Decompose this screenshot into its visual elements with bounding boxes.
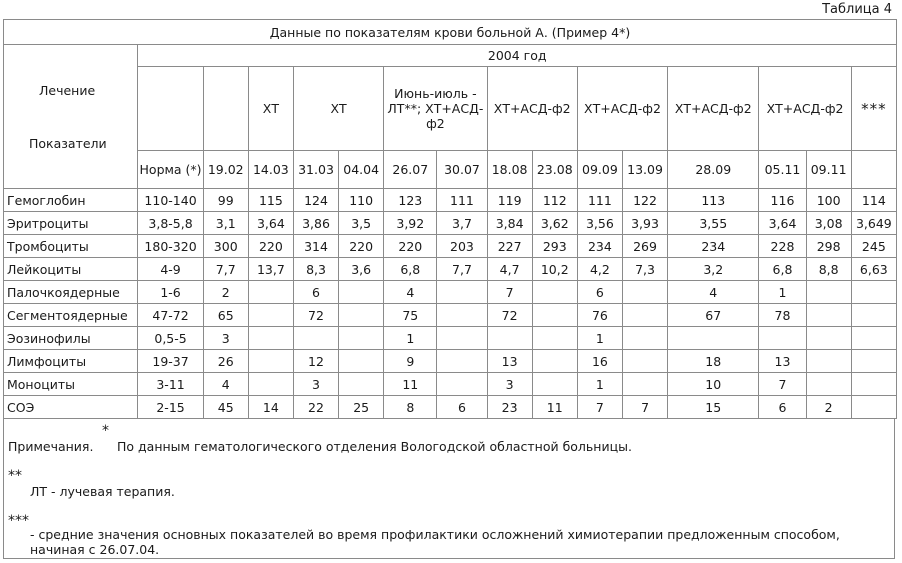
date-cell: 28.09 <box>668 151 759 189</box>
table-cell: 2-15 <box>138 396 203 419</box>
date-cell: 18.08 <box>487 151 532 189</box>
table-cell: 111 <box>437 189 487 212</box>
treatment-cell <box>203 67 248 151</box>
treatment-cell: ХТ <box>293 67 383 151</box>
table-cell: 234 <box>577 235 622 258</box>
table-cell: 114 <box>851 189 896 212</box>
date-cell: 09.11 <box>806 151 851 189</box>
table-cell: 1 <box>577 373 622 396</box>
table-cell: 6 <box>759 396 806 419</box>
table-cell <box>437 327 487 350</box>
table-cell: 25 <box>339 396 384 419</box>
table-cell: 12 <box>293 350 338 373</box>
table-cell: 1 <box>577 327 622 350</box>
row-label: Лимфоциты <box>4 350 138 373</box>
table-cell: 23 <box>487 396 532 419</box>
table-cell: 3,93 <box>622 212 667 235</box>
table-cell: 3,64 <box>759 212 806 235</box>
table-cell: 11 <box>384 373 437 396</box>
table-cell: 7,3 <box>622 258 667 281</box>
table-cell: 8,8 <box>806 258 851 281</box>
table-cell: 1 <box>759 281 806 304</box>
table-row <box>4 281 897 304</box>
table-cell <box>851 281 896 304</box>
table-cell: 220 <box>384 235 437 258</box>
table-cell: 245 <box>851 235 896 258</box>
table-cell: 13,7 <box>248 258 293 281</box>
table-cell: 4,7 <box>487 258 532 281</box>
table-cell: 227 <box>487 235 532 258</box>
table-cell <box>851 350 896 373</box>
table-cell <box>437 281 487 304</box>
table-cell: 72 <box>293 304 338 327</box>
date-cell: 09.09 <box>577 151 622 189</box>
table-row <box>4 350 897 373</box>
treatment-cell: Июнь-июль - ЛТ**; ХТ+АСД-ф2 <box>384 67 487 151</box>
row-label: Гемоглобин <box>4 189 138 212</box>
table-cell <box>806 373 851 396</box>
table-cell <box>437 304 487 327</box>
table-cell: 3,649 <box>851 212 896 235</box>
table-cell: 18 <box>668 350 759 373</box>
table-cell: 4 <box>384 281 437 304</box>
table-cell <box>293 327 338 350</box>
table-cell: 78 <box>759 304 806 327</box>
table-cell <box>668 327 759 350</box>
table-cell <box>806 350 851 373</box>
table-cell: 234 <box>668 235 759 258</box>
treatment-cell: *** <box>851 67 896 151</box>
table-cell: 124 <box>293 189 338 212</box>
table-cell: 7 <box>577 396 622 419</box>
table-cell <box>532 304 577 327</box>
table-cell: 3,1 <box>203 212 248 235</box>
table-cell: 1-6 <box>138 281 203 304</box>
table-row <box>4 212 897 235</box>
table-cell: 3,64 <box>248 212 293 235</box>
table-cell: 6,63 <box>851 258 896 281</box>
table-cell: 22 <box>293 396 338 419</box>
table-cell: 6 <box>577 281 622 304</box>
table-cell: 110-140 <box>138 189 203 212</box>
table-cell <box>248 327 293 350</box>
table-cell <box>437 373 487 396</box>
table-cell: 7 <box>487 281 532 304</box>
table-cell: 3,56 <box>577 212 622 235</box>
table-cell <box>437 350 487 373</box>
date-cell: 23.08 <box>532 151 577 189</box>
table-cell: 4-9 <box>138 258 203 281</box>
table-cell: 6,8 <box>759 258 806 281</box>
table-cell: 8 <box>384 396 437 419</box>
table-cell <box>759 327 806 350</box>
table-cell: 6 <box>293 281 338 304</box>
table-cell <box>248 281 293 304</box>
table-cell: 7,7 <box>437 258 487 281</box>
table-cell: 47-72 <box>138 304 203 327</box>
row-label: Сегментоядерные <box>4 304 138 327</box>
table-cell: 4,2 <box>577 258 622 281</box>
table-cell <box>248 373 293 396</box>
table-cell <box>248 350 293 373</box>
note-3-mark: *** <box>8 513 29 529</box>
table-cell: 19-37 <box>138 350 203 373</box>
table-row <box>4 189 897 212</box>
date-cell: 19.02 <box>203 151 248 189</box>
table-cell <box>622 373 667 396</box>
table-cell: 3,8-5,8 <box>138 212 203 235</box>
table-cell: 116 <box>759 189 806 212</box>
table-cell: 3 <box>203 327 248 350</box>
date-cell: 26.07 <box>384 151 437 189</box>
table-cell: 11 <box>532 396 577 419</box>
dates-row <box>4 151 897 189</box>
table-cell <box>622 350 667 373</box>
table-cell: 113 <box>668 189 759 212</box>
table-cell: 14 <box>248 396 293 419</box>
date-cell: 04.04 <box>339 151 384 189</box>
table-cell: 3 <box>293 373 338 396</box>
date-cell: 30.07 <box>437 151 487 189</box>
table-cell: 1 <box>384 327 437 350</box>
table-cell: 228 <box>759 235 806 258</box>
table-row <box>4 373 897 396</box>
table-cell: 298 <box>806 235 851 258</box>
table-cell: 110 <box>339 189 384 212</box>
treatment-row <box>4 67 897 151</box>
treatment-cell: ХТ+АСД-ф2 <box>668 67 759 151</box>
table-cell <box>806 327 851 350</box>
date-cell: Норма (*) <box>138 151 203 189</box>
table-cell <box>851 373 896 396</box>
table-cell: 123 <box>384 189 437 212</box>
notes-section <box>3 418 895 559</box>
blood-data-table <box>3 19 897 419</box>
table-cell: 8,3 <box>293 258 338 281</box>
table-cell: 3,7 <box>437 212 487 235</box>
table-cell: 13 <box>759 350 806 373</box>
table-cell: 122 <box>622 189 667 212</box>
table-cell: 76 <box>577 304 622 327</box>
row-label: Тромбоциты <box>4 235 138 258</box>
table-cell <box>532 327 577 350</box>
table-cell: 2 <box>203 281 248 304</box>
table-cell: 65 <box>203 304 248 327</box>
table-cell: 3,55 <box>668 212 759 235</box>
table-cell: 72 <box>487 304 532 327</box>
date-cell: 14.03 <box>248 151 293 189</box>
date-cell: 13.09 <box>622 151 667 189</box>
treatment-cell: ХТ+АСД-ф2 <box>487 67 577 151</box>
table-cell: 300 <box>203 235 248 258</box>
table-cell <box>622 281 667 304</box>
table-cell: 45 <box>203 396 248 419</box>
date-cell <box>851 151 896 189</box>
table-cell: 180-320 <box>138 235 203 258</box>
table-cell: 314 <box>293 235 338 258</box>
treatment-cell: ХТ <box>248 67 293 151</box>
table-cell <box>622 327 667 350</box>
table-cell: 10,2 <box>532 258 577 281</box>
table-cell: 99 <box>203 189 248 212</box>
table-cell: 119 <box>487 189 532 212</box>
table-cell: 4 <box>203 373 248 396</box>
table-row <box>4 304 897 327</box>
table-cell: 3,86 <box>293 212 338 235</box>
table-cell <box>806 281 851 304</box>
indicators-label: Показатели <box>29 135 107 151</box>
table-cell: 220 <box>248 235 293 258</box>
table-cell: 3,62 <box>532 212 577 235</box>
table-row <box>4 258 897 281</box>
table-cell: 2 <box>806 396 851 419</box>
row-label: Эозинофилы <box>4 327 138 350</box>
table-cell: 6 <box>437 396 487 419</box>
table-cell <box>339 327 384 350</box>
table-cell: 67 <box>668 304 759 327</box>
table-cell: 75 <box>384 304 437 327</box>
table-cell: 269 <box>622 235 667 258</box>
note-1-mark: * <box>102 423 109 439</box>
table-cell: 7 <box>622 396 667 419</box>
table-cell: 16 <box>577 350 622 373</box>
table-cell <box>532 350 577 373</box>
table-cell: 3,08 <box>806 212 851 235</box>
table-title: Данные по показателям крови больной А. (Пример 4*) <box>4 20 897 45</box>
note-3-text: - средние значения основных показателей во время профилактики осложнений химиотерапии предложенным способом, начиная с 26.07.04. <box>30 527 840 557</box>
table-cell <box>339 281 384 304</box>
year-header: 2004 год <box>138 45 897 67</box>
table-cell: 3 <box>487 373 532 396</box>
table-cell <box>622 304 667 327</box>
table-row <box>4 396 897 419</box>
table-cell <box>806 304 851 327</box>
table-cell: 13 <box>487 350 532 373</box>
row-label: Эритроциты <box>4 212 138 235</box>
table-cell: 3,92 <box>384 212 437 235</box>
treatment-cell <box>138 67 203 151</box>
table-cell: 9 <box>384 350 437 373</box>
table-cell: 293 <box>532 235 577 258</box>
table-cell: 115 <box>248 189 293 212</box>
table-cell: 15 <box>668 396 759 419</box>
table-cell <box>532 281 577 304</box>
table-cell: 7 <box>759 373 806 396</box>
table-cell: 111 <box>577 189 622 212</box>
table-cell <box>851 327 896 350</box>
table-cell <box>487 327 532 350</box>
table-cell: 3,84 <box>487 212 532 235</box>
table-cell: 26 <box>203 350 248 373</box>
note-1-text: По данным гематологического отделения Вологодской областной больницы. <box>117 439 632 454</box>
table-cell <box>532 373 577 396</box>
notes-prefix: Примечания. <box>8 439 94 454</box>
table-cell: 3-11 <box>138 373 203 396</box>
table-cell: 220 <box>339 235 384 258</box>
table-cell: 0,5-5 <box>138 327 203 350</box>
note-2-text: ЛТ - лучевая терапия. <box>30 484 175 499</box>
row-label: СОЭ <box>4 396 138 419</box>
table-cell: 203 <box>437 235 487 258</box>
row-label: Моноциты <box>4 373 138 396</box>
table-cell: 3,2 <box>668 258 759 281</box>
table-row <box>4 327 897 350</box>
treatment-label: Лечение <box>39 82 96 98</box>
table-cell: 6,8 <box>384 258 437 281</box>
table-row <box>4 235 897 258</box>
date-cell: 31.03 <box>293 151 338 189</box>
table-cell <box>851 396 896 419</box>
treatment-cell: ХТ+АСД-ф2 <box>577 67 667 151</box>
table-cell: 100 <box>806 189 851 212</box>
table-cell: 3,5 <box>339 212 384 235</box>
table-cell <box>339 350 384 373</box>
row-label: Палочкоядерные <box>4 281 138 304</box>
table-cell <box>248 304 293 327</box>
table-cell <box>339 304 384 327</box>
table-cell: 3,6 <box>339 258 384 281</box>
note-2-mark: ** <box>8 468 22 484</box>
table-cell: 112 <box>532 189 577 212</box>
table-number: Таблица 4 <box>822 2 892 17</box>
table-cell <box>339 373 384 396</box>
table-cell: 7,7 <box>203 258 248 281</box>
row-label: Лейкоциты <box>4 258 138 281</box>
treatment-cell: ХТ+АСД-ф2 <box>759 67 851 151</box>
header-corner <box>4 45 138 189</box>
table-cell <box>851 304 896 327</box>
table-cell: 4 <box>668 281 759 304</box>
date-cell: 05.11 <box>759 151 806 189</box>
table-cell: 10 <box>668 373 759 396</box>
